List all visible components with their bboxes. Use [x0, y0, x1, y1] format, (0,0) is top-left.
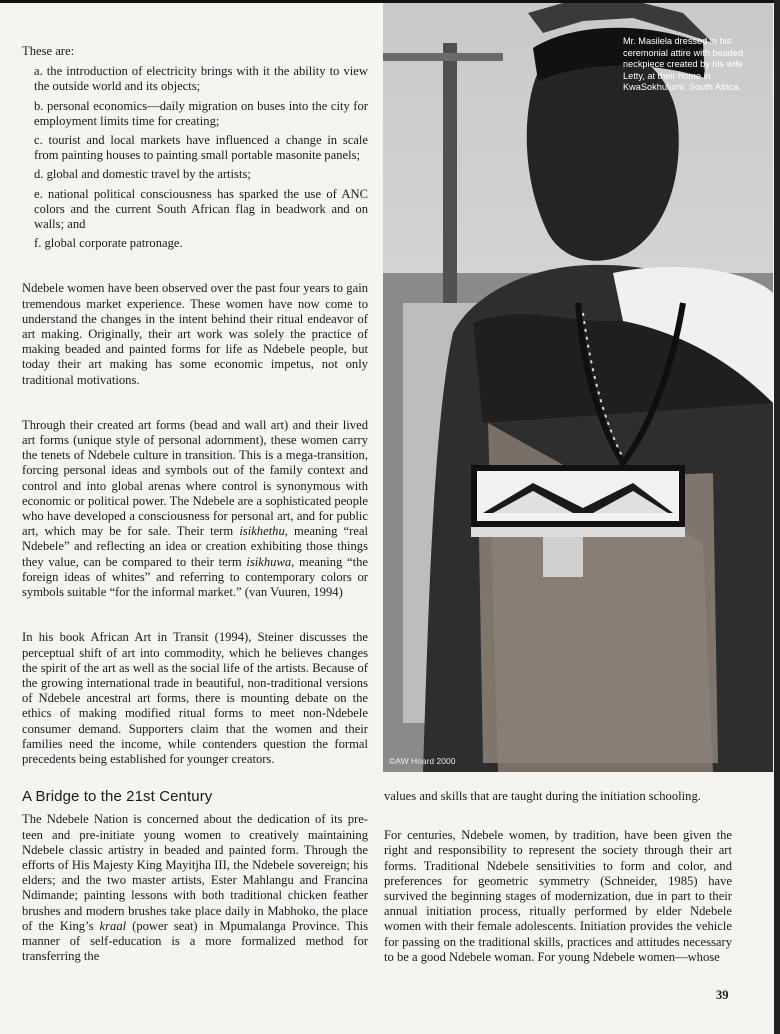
body-paragraph: In his book African Art in Transit (1994), Steiner discusses the perceptual shift of art into commodity, which he believes changes the spirit of the art as well as the social life of the artists. Because of the growing international trade in beautiful, non-traditional versions of Ndebele ancestral art forms, there is mounting debate on the ethics of making modified ritual forms to meet non-Ndebele consumer demand. Supporters claim that the women and their families need the income, while contenders question the formal precedents being established for younger creators.: [22, 630, 368, 766]
page-number: 39: [716, 988, 729, 1002]
list-item: f. global corporate patronage.: [34, 236, 183, 251]
left-column: [22, 44, 368, 964]
portrait-photo: [383, 3, 773, 772]
list-item: c. tourist and local markets have influenced a change in scale from painting houses to painting small portable masonite panels;: [34, 133, 368, 163]
body-paragraph: values and skills that are taught during the initiation schooling.: [384, 789, 701, 803]
body-paragraph: Through their created art forms (bead and wall art) and their lived art forms (unique style of personal adornment), these women carry the tenets of Ndebele culture in transition. This is a mega-transition, forcing personal ideas and symbols out of the family context and control and into global arenas where control is synonymous with economic or political power. The Ndebele are a sophisticated people who have developed a consciousness for personal art, and for public art, which may be for sale. Their term isikhethu, meaning “real Ndebele” and reflecting an idea or creation exhibiting those things they value, can be compared to their term isikhuwa, meaning “the foreign ideas of whites” and referring to contemporary colors or symbols suitable “for the informal market.” (van Vuuren, 1994): [22, 417, 369, 600]
term-isikhuwa: isikhuwa: [246, 554, 292, 569]
term-isikhethu: isikhethu: [239, 524, 285, 539]
factor-list: [22, 64, 368, 251]
section-heading: A Bridge to the 21st Century: [22, 788, 213, 806]
photo-caption: Mr. Masilela dressed in his ceremonial attire with beaded neckpiece created by his wife Letty, at their home in KwaSokhulumi, South Africa.: [623, 36, 744, 93]
photo-credit: ©AW Hoard 2000: [389, 756, 456, 766]
term-kraal: kraal: [99, 918, 127, 933]
right-column: [384, 789, 732, 965]
body-paragraph: For centuries, Ndebele women, by tradition, have been given the right and responsibility to represent the society through their art forms. Traditional Ndebele sensitivities to form and color, and preferences for geometric symmetry (Schneider, 1985) have survived the beginning stages of modernization, due in part to their annual initiation process, ritually performed by elder Ndebele women with their female adolescents. Initiation provides the vehicle for passing on the traditional skills, practices and attitudes necessary to be a good Ndebele woman. For young Ndebele women—whose: [384, 828, 732, 964]
list-intro: These are:: [22, 44, 75, 58]
list-item: d. global and domestic travel by the artists;: [34, 167, 251, 182]
body-paragraph: The Ndebele Nation is concerned about the dedication of its pre-teen and pre-initiate young women to creatively maintaining Ndebele classic artistry in beaded and painted form. Through the efforts of His Majesty King Mayitjha III, the Ndebele sovereign; his elders; and the two master artists, Ester Mahlangu and Francina Ndimande; painting lessons with both traditional chicken feather brushes and modern brushes take place daily in Mabhoko, the place of the King’s kraal (power seat) in Mpumalanga Province. This manner of self-education is a more formalized method for transferring the: [22, 812, 368, 964]
list-item: b. personal economics—daily migration on buses into the city for employment limits time for creating;: [34, 98, 368, 128]
portrait-illustration: [383, 3, 773, 772]
list-item: a. the introduction of electricity brings with it the ability to view the outside world and its objects;: [34, 64, 368, 94]
list-item: e. national political consciousness has sparked the use of ANC colors and the current South African flag in beadwork and on walls; and: [34, 186, 368, 232]
body-paragraph: Ndebele women have been observed over the past four years to gain tremendous market experience. These women have now come to understand the changes in the intent behind their ritual endeavor of art making. Originally, their art work was solely the practice of making beaded and painted forms for life as Ndebele people, but today their art making has some economic impetus, not only traditional motivations.: [22, 281, 368, 387]
right-edge-rule: [774, 0, 780, 1034]
